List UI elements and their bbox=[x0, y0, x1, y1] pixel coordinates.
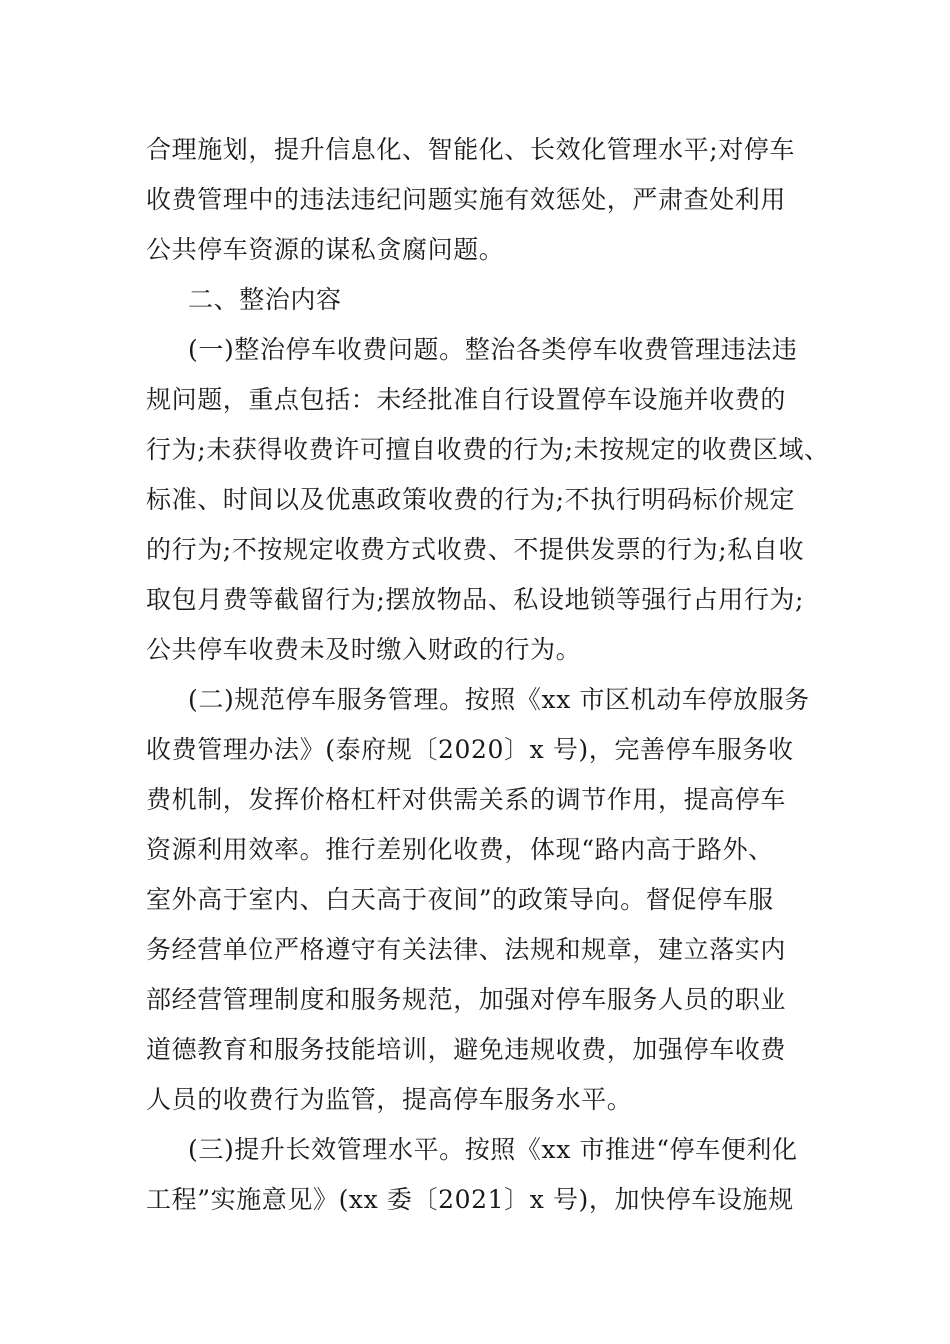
paragraph-line: 的行为;不按规定收费方式收费、不提供发票的行为;私自收 bbox=[146, 535, 805, 564]
paragraph-line: 标准、时间以及优惠政策收费的行为;不执行明码标价规定 bbox=[146, 485, 796, 514]
paragraph-line: 行为;未获得收费许可擅自收费的行为;未按规定的收费区域、 bbox=[146, 435, 830, 464]
paragraph-line: 务经营单位严格遵守有关法律、法规和规章，建立落实内 bbox=[146, 935, 787, 964]
paragraph-line: (三)提升长效管理水平。按照《xx 市推进“停车便利化 bbox=[188, 1135, 798, 1164]
paragraph-line: 公共停车收费未及时缴入财政的行为。 bbox=[146, 635, 582, 664]
paragraph-line: 收费管理办法》(泰府规〔2020〕x 号)，完善停车服务收 bbox=[146, 735, 794, 764]
paragraph-line: 工程”实施意见》(xx 委〔2021〕x 号)，加快停车设施规 bbox=[146, 1185, 794, 1214]
section-heading: 二、整治内容 bbox=[188, 285, 342, 314]
paragraph-line: 收费管理中的违法违纪问题实施有效惩处，严肃查处利用 bbox=[146, 185, 787, 214]
paragraph-line: 室外高于室内、白天高于夜间”的政策导向。督促停车服 bbox=[146, 885, 774, 914]
paragraph-line: (二)规范停车服务管理。按照《xx 市区机动车停放服务 bbox=[188, 685, 810, 714]
paragraph-line: 道德教育和服务技能培训，避免违规收费，加强停车收费 bbox=[146, 1035, 787, 1064]
paragraph-line: 合理施划，提升信息化、智能化、长效化管理水平;对停车 bbox=[146, 135, 796, 164]
paragraph-line: 费机制，发挥价格杠杆对供需关系的调节作用，提高停车 bbox=[146, 785, 787, 814]
paragraph-line: 取包月费等截留行为;摆放物品、私设地锁等强行占用行为; bbox=[146, 585, 805, 614]
paragraph-line: 资源利用效率。推行差别化收费，体现“路内高于路外、 bbox=[146, 835, 774, 864]
paragraph-line: (一)整治停车收费问题。整治各类停车收费管理违法违 bbox=[188, 335, 798, 364]
paragraph-line: 人员的收费行为监管，提高停车服务水平。 bbox=[146, 1085, 633, 1114]
paragraph-line: 部经营管理制度和服务规范，加强对停车服务人员的职业 bbox=[146, 985, 787, 1014]
paragraph-line: 公共停车资源的谋私贪腐问题。 bbox=[146, 235, 505, 264]
paragraph-line: 规问题，重点包括：未经批准自行设置停车设施并收费的 bbox=[146, 385, 787, 414]
